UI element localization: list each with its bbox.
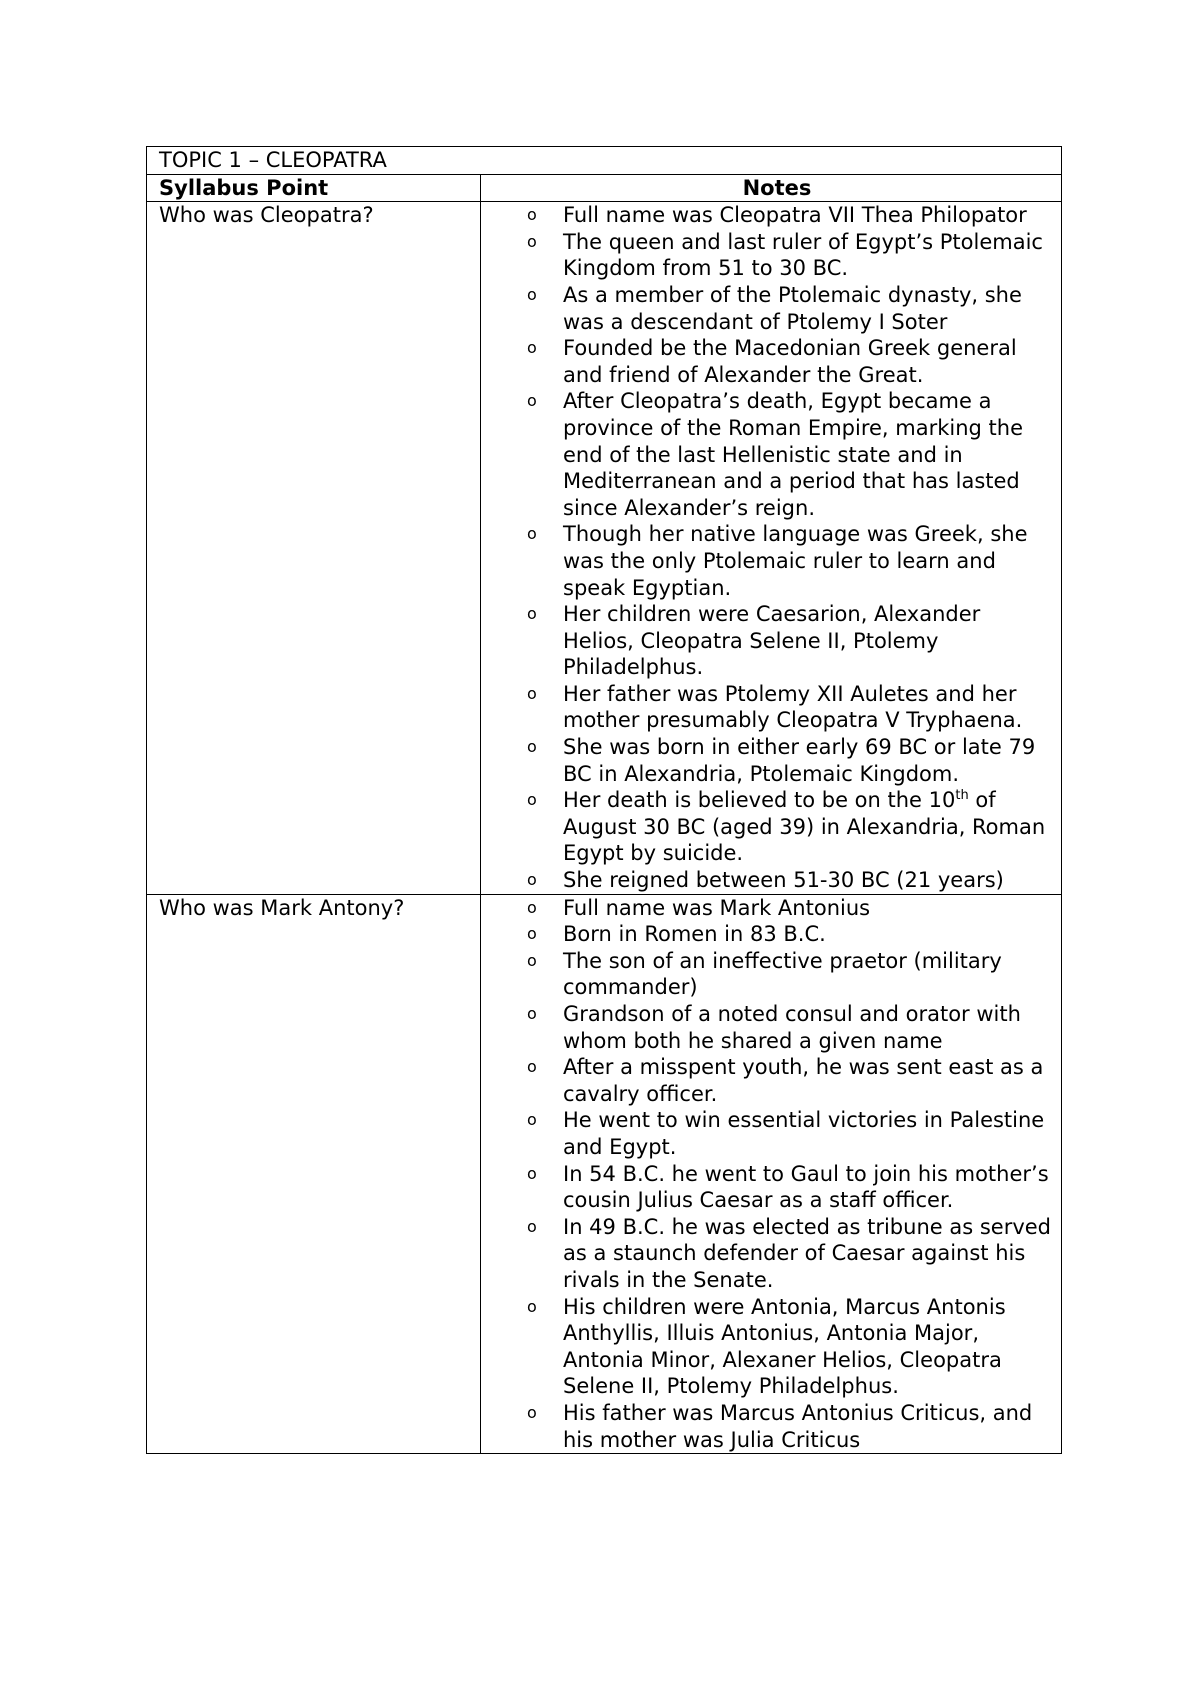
- list-item: [527, 229, 1055, 282]
- list-item: [527, 1400, 1055, 1453]
- list-item: [527, 681, 1055, 734]
- ordinal-suffix: th: [955, 788, 969, 804]
- header-syllabus-point: Syllabus Point: [147, 174, 481, 202]
- bullet-icon: o: [527, 1110, 537, 1130]
- bullet-icon: o: [527, 205, 537, 225]
- list-item: [527, 734, 1055, 787]
- note-text: The queen and last ruler of Egypt’s Ptolemaic Kingdom from 51 to 30 BC.: [563, 229, 1043, 281]
- note-text: Born in Romen in 83 B.C.: [563, 922, 826, 947]
- table-row: [147, 894, 1062, 1453]
- note-text-part: Her death is believed to be on the 10: [563, 788, 956, 813]
- bullet-icon: o: [527, 284, 537, 304]
- bullet-icon: o: [527, 790, 537, 810]
- note-text: She reigned between 51-30 BC (21 years): [563, 868, 1004, 893]
- note-text: After a misspent youth, he was sent east as a cavalry officer.: [563, 1055, 1044, 1106]
- note-text: As a member of the Ptolemaic dynasty, she was a descendant of Ptolemy I Soter: [563, 282, 1022, 334]
- table-row: [147, 202, 1062, 894]
- note-text: In 49 B.C. he was elected as tribune as served as a staunch defender of Caesar against his rivals in the Senate.: [563, 1214, 1052, 1292]
- note-text: His children were Antonia, Marcus Antonis Anthyllis, Illuis Antonius, Antonia Major, Antonia Minor, Alexaner Helios, Cleopatra Selene II, Ptolemy Philadelphus.: [563, 1294, 1006, 1399]
- bullet-icon: o: [527, 338, 537, 358]
- notes-list: [527, 202, 1055, 893]
- bullet-icon: o: [527, 1057, 537, 1077]
- title-row: [147, 147, 1062, 175]
- list-item: [527, 282, 1055, 335]
- note-text: Full name was Mark Antonius: [563, 895, 871, 920]
- notes-list: [527, 895, 1055, 1453]
- note-text: Full name was Cleopatra VII Thea Philopator: [563, 203, 1027, 228]
- syllabus-point: Who was Cleopatra?: [147, 202, 481, 894]
- list-item: [527, 335, 1055, 388]
- list-item: [527, 1001, 1055, 1054]
- bullet-icon: o: [527, 391, 537, 411]
- note-text: His father was Marcus Antonius Criticus, and his mother was Julia Criticus: [563, 1400, 1033, 1452]
- bullet-icon: o: [527, 231, 537, 251]
- list-item: [527, 521, 1055, 601]
- list-item: [527, 895, 1055, 922]
- list-item: [527, 202, 1055, 229]
- topic-title: TOPIC 1 – CLEOPATRA: [147, 147, 1062, 175]
- bullet-icon: o: [527, 683, 537, 703]
- note-text: Her children were Caesarion, Alexander Helios, Cleopatra Selene II, Ptolemy Philadelphus.: [563, 602, 981, 680]
- bullet-icon: o: [527, 924, 537, 944]
- note-text: After Cleopatra’s death, Egypt became a province of the Roman Empire, marking the end of the last Hellenistic state and in Mediterranean and a period that has lasted since Alexander’s reign.: [563, 389, 1023, 520]
- notes-table: [146, 146, 1062, 1454]
- list-item: [527, 867, 1055, 894]
- note-text: Her father was Ptolemy XII Auletes and her mother presumably Cleopatra V Tryphaena.: [563, 681, 1023, 733]
- bullet-icon: o: [527, 604, 537, 624]
- syllabus-point: Who was Mark Antony?: [147, 894, 481, 1453]
- bullet-icon: o: [527, 1216, 537, 1236]
- note-text: [563, 788, 1045, 865]
- list-item: [527, 601, 1055, 681]
- notes-cell: [481, 202, 1062, 894]
- notes-cell: [481, 894, 1062, 1453]
- list-item: [527, 921, 1055, 948]
- bullet-icon: o: [527, 1402, 537, 1422]
- note-text: The son of an ineffective praetor (military commander): [563, 948, 1002, 1000]
- note-text: Grandson of a noted consul and orator with whom both he shared a given name: [563, 1002, 1021, 1053]
- bullet-icon: o: [527, 524, 537, 544]
- note-text: Founded be the Macedonian Greek general and friend of Alexander the Great.: [563, 336, 1017, 387]
- list-item: [527, 1054, 1055, 1107]
- list-item: [527, 388, 1055, 521]
- note-text-part: of August 30 BC (aged 39) in Alexandria, Roman Egypt by suicide.: [563, 788, 1046, 866]
- bullet-icon: o: [527, 870, 537, 890]
- list-item: [527, 1107, 1055, 1160]
- list-item: [527, 948, 1055, 1001]
- list-item: [527, 1294, 1055, 1400]
- bullet-icon: o: [527, 1004, 537, 1023]
- header-notes: Notes: [481, 174, 1062, 202]
- note-text: He went to win essential victories in Palestine and Egypt.: [563, 1108, 1045, 1159]
- list-item: [527, 1161, 1055, 1214]
- bullet-icon: o: [527, 1296, 537, 1316]
- bullet-icon: o: [527, 737, 537, 757]
- header-row: [147, 174, 1062, 202]
- list-item: [527, 787, 1055, 867]
- bullet-icon: o: [527, 1163, 537, 1183]
- bullet-icon: o: [527, 897, 537, 917]
- bullet-icon: o: [527, 950, 537, 970]
- list-item: [527, 1214, 1055, 1294]
- note-text: Though her native language was Greek, she was the only Ptolemaic ruler to learn and speak Egyptian.: [563, 522, 1028, 600]
- note-text: In 54 B.C. he went to Gaul to join his mother’s cousin Julius Caesar as a staff officer.: [563, 1161, 1049, 1213]
- note-text: She was born in either early 69 BC or late 79 BC in Alexandria, Ptolemaic Kingdom.: [563, 735, 1036, 786]
